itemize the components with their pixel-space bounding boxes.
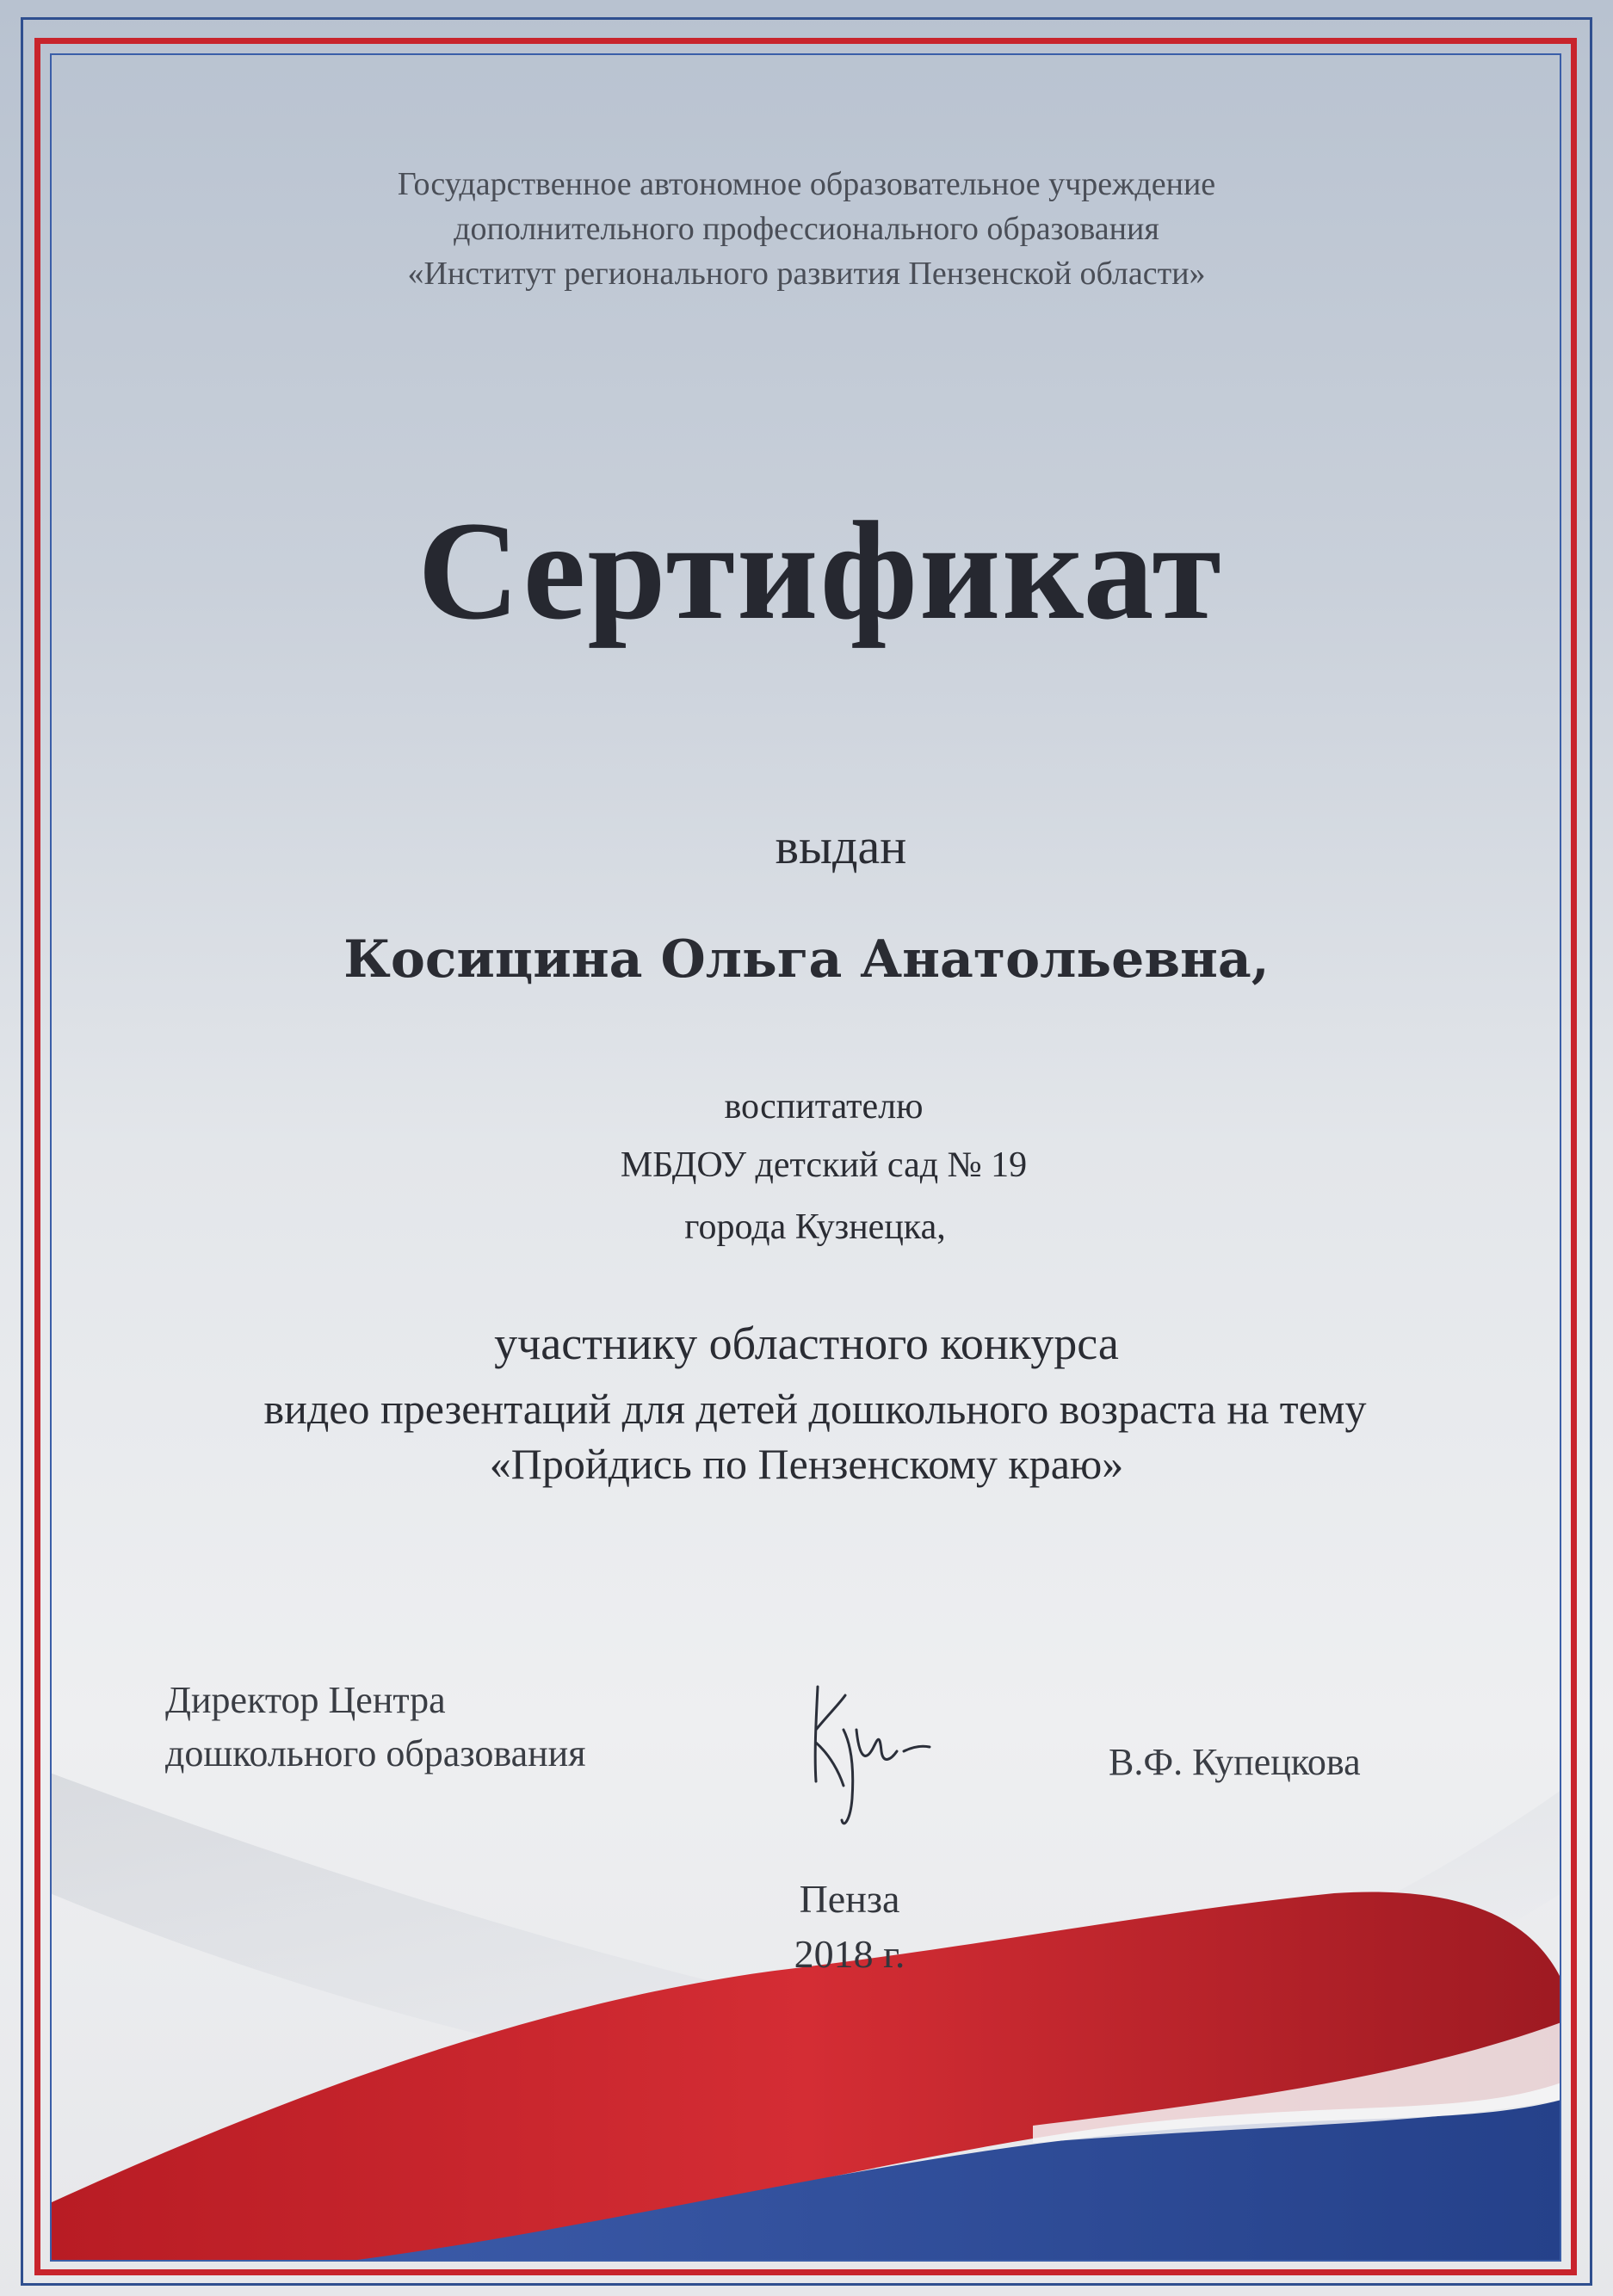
handwritten-signature: [792, 1670, 981, 1842]
issued-label: выдан: [775, 818, 907, 874]
signatory-title-line-1: Директор Центра: [165, 1679, 446, 1721]
contest-line-1: участнику областного конкурса: [494, 1318, 1119, 1369]
contest-line-2: видео презентаций для детей дошкольного возраста на тему: [263, 1385, 1367, 1433]
recipient-name: Косицина Ольга Анатольевна,: [343, 929, 1270, 990]
recipient-position: воспитателю: [724, 1087, 924, 1126]
issue-place: Пенза: [799, 1877, 900, 1921]
recipient-city: города Кузнецка,: [684, 1207, 946, 1247]
signatory-title-line-2: дошкольного образования: [165, 1732, 586, 1774]
organization-line-2: дополнительного профессионального образования: [454, 211, 1159, 247]
signatory-name: В.Ф. Купецкова: [1109, 1741, 1361, 1783]
recipient-workplace: МБДОУ детский сад № 19: [620, 1145, 1028, 1185]
organization-line-1: Государственное автономное образовательное учреждение: [397, 166, 1216, 202]
contest-line-3: «Пройдись по Пензенскому краю»: [489, 1440, 1124, 1488]
certificate-title: Сертификат: [417, 493, 1223, 649]
organization-line-3: «Институт регионального развития Пензенской области»: [407, 256, 1206, 292]
issue-year: 2018 г.: [794, 1932, 905, 1976]
